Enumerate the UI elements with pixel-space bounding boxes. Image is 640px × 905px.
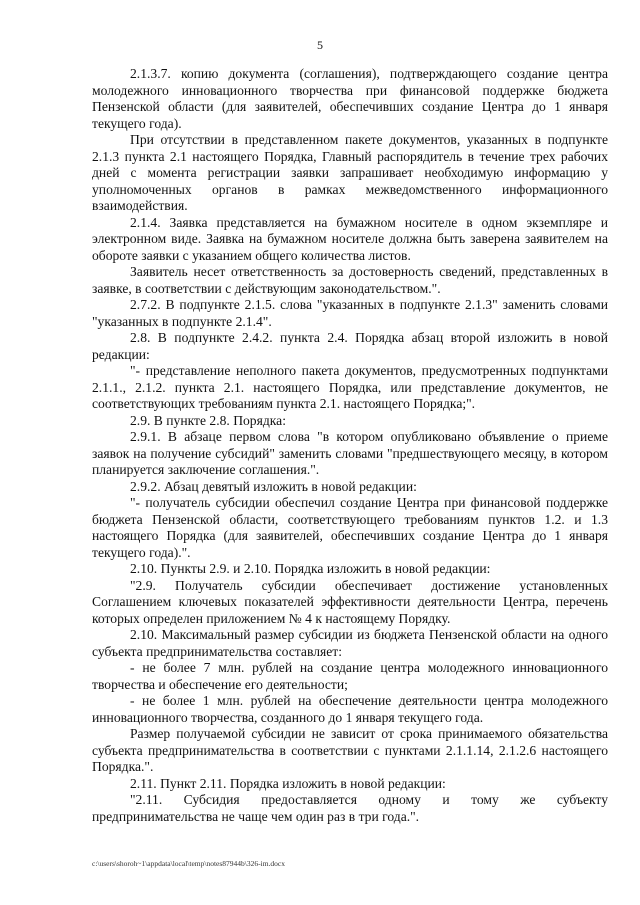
paragraph-applicant-responsibility: Заявитель несет ответственность за достоверность сведений, представленных в заявке, в соответствии с действующим законодательством.". <box>92 264 608 296</box>
paragraph-2-1-4: 2.1.4. Заявка представляется на бумажном носителе в одном экземпляре и электронном виде. Заявка на бумажном носителе должна быть заверена заявителем на обороте заявки с указанием общего количества листов. <box>92 214 608 263</box>
paragraph-2-11: 2.11. Пункт 2.11. Порядка изложить в новой редакции: <box>130 775 446 791</box>
paragraph-recipient-created-center: "- получатель субсидии обеспечил создание Центра при финансовой поддержке бюджета Пензенской области, соответствующего требованиям пунктов 1.2. и 1.3 настоящего Порядка (для заявителей, обеспечивших создание Центра до 1 января текущего года).". <box>92 495 608 560</box>
paragraph-subsidy-size: Размер получаемой субсидии не зависит от срока принимаемого обязательства субъекта предпринимательства в соответствии с пунктами 2.1.1.14, 2.1.2.6 настоящего Порядка.". <box>92 726 608 774</box>
paragraph-2-9: 2.9. В пункте 2.8. Порядка: <box>130 412 286 428</box>
paragraph-missing-documents: При отсутствии в представленном пакете документов, указанных в подпункте 2.1.3 пункта 2.1 настоящего Порядка, Главный распорядитель в течение трех рабочих дней с момента регистрации заявки запрашивает необходимую информацию у уполномоченных органов в рамках межведомственного информационного взаимодействия. <box>92 132 608 213</box>
paragraph-2-9-1: 2.9.1. В абзаце первом слова "в котором опубликовано объявление о приеме заявок на получение субсидий" заменить словами "предшествующего месяцу, в котором планируется заключение соглашения.". <box>92 429 608 477</box>
paragraph-quote-2-9: "2.9. Получатель субсидии обеспечивает достижение установленных Соглашением ключевых показателей эффективности деятельности Центра, перечень которых определен приложением № 4 к настоящему Порядку. <box>92 577 608 626</box>
paragraph-2-8: 2.8. В подпункте 2.4.2. пункта 2.4. Порядка абзац второй изложить в новой редакции: <box>92 330 608 362</box>
paragraph-2-9-2: 2.9.2. Абзац девятый изложить в новой редакции: <box>130 478 417 494</box>
paragraph-max-1-million: - не более 1 млн. рублей на обеспечение деятельности центра молодежного инновационного творчества, созданного до 1 января текущего года. <box>92 693 608 725</box>
page-number: 5 <box>317 38 323 52</box>
footer-file-path: c:\users\shoroh~1\appdata\local\temp\notes87944b\326-im.docx <box>92 859 285 868</box>
paragraph-2-10: 2.10. Пункты 2.9. и 2.10. Порядка изложить в новой редакции: <box>130 561 491 576</box>
paragraph-2-1-3-7: 2.1.3.7. копию документа (соглашения), подтверждающего создание центра молодежного инновационного творчества при финансовой поддержке бюджета Пензенской области (для заявителей, обеспечивших создание Центра до 1 января текущего года). <box>92 66 608 131</box>
paragraph-2-7-2: 2.7.2. В подпункте 2.1.5. слова "указанных в подпункте 2.1.3" заменить словами "указанных в подпункте 2.1.4". <box>92 297 608 329</box>
paragraph-quote-2-11: "2.11. Субсидия предоставляется одному и тому же субъекту предпринимательства не чаще чем один раз в три года.". <box>92 792 608 824</box>
paragraph-incomplete-package: "- представление неполного пакета документов, предусмотренных подпунктами 2.1.1., 2.1.2. пункта 2.1. настоящего Порядка, или представление документов, не соответствующих требованиям пункта 2.1. настоящего Порядка;". <box>92 363 608 411</box>
document-body <box>92 66 608 825</box>
paragraph-quote-2-10: 2.10. Максимальный размер субсидии из бюджета Пензенской области на одного субъекта предпринимательства составляет: <box>92 627 608 659</box>
paragraph-max-7-million: - не более 7 млн. рублей на создание центра молодежного инновационного творчества и обеспечение его деятельности; <box>92 660 608 692</box>
